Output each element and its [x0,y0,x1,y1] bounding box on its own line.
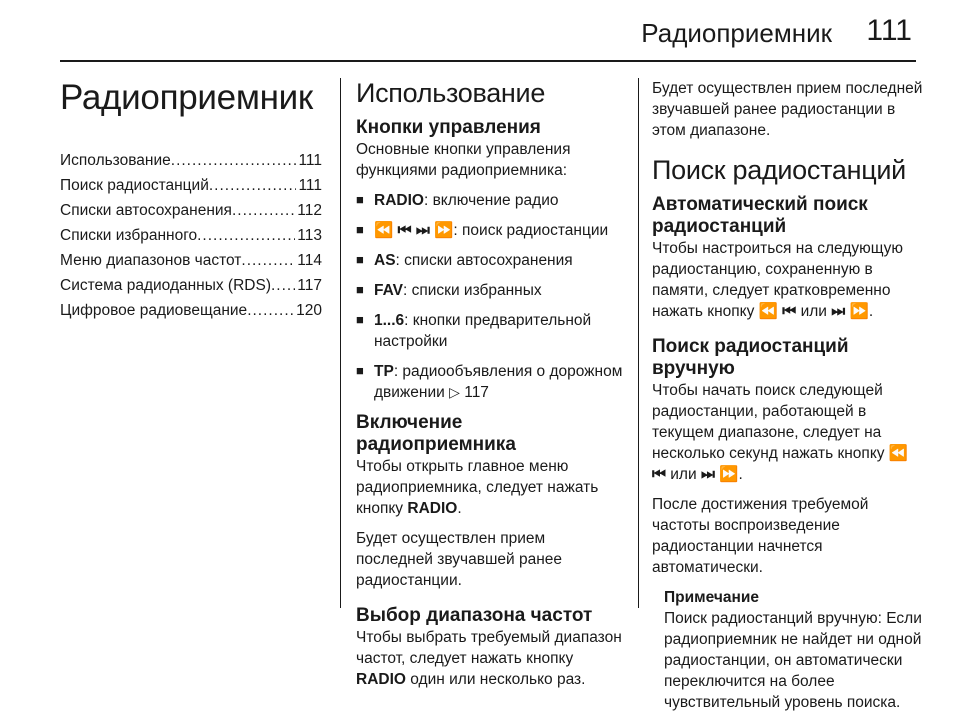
band-text: Чтобы выбрать требуемый диапазон частот, следует нажать кнопку RADIO один или несколько раз. [356,629,622,688]
band-title: Выбор диапазона частот [356,605,593,626]
manual-search-title: Поиск радиостанций вручную [652,336,849,379]
toc-list [60,148,322,323]
toc-entry-page: 111 [298,152,322,169]
seek-forward-icon: ⏭ ⏩ [831,303,869,320]
note-box [652,587,924,713]
tp-key: TP [374,363,394,380]
controls-title: Кнопки управления [356,117,541,138]
page-ref[interactable]: 117 [464,384,489,401]
controls-list [356,190,624,403]
radio-key: RADIO [356,671,406,688]
preset-keys: 1...6 [374,312,405,329]
note-title: Примечание [664,589,759,606]
toc-entry-label: Списки автосохранения [60,202,232,219]
toc-entry-page: 114 [297,252,322,269]
seek-back-icon: ⏪ ⏮ [652,445,909,483]
usage-heading: Использование [356,78,546,108]
toc-entry-label: Списки избранного [60,227,198,244]
page-number: 111 [866,14,912,47]
toc-entry[interactable] [60,173,322,198]
enable-text: Чтобы открыть главное меню радиоприемника, следует нажать кнопку RADIO. [356,458,599,517]
list-item: ■ ⏪ ⏮ ⏭ ⏩: поиск радиостанции [356,220,624,241]
fav-key: FAV [374,282,403,299]
toc-entry[interactable] [60,148,322,173]
continued-text: Будет осуществлен прием последней звучавшей ранее радиостанции в этом диапазоне. [652,80,923,139]
auto-search-text: Чтобы настроиться на следующую радиостанцию, сохраненную в памяти, следует кратковременно нажать кнопку ⏪ ⏮ или ⏭ ⏩. [652,240,904,320]
chapter-toc-column [60,78,322,323]
list-item: ■ FAV: списки избранных [356,280,624,301]
enable-text-2: Будет осуществлен прием последней звучавшей ранее радиостанции. [356,530,563,589]
enable-title: Включение радиоприемника [356,412,516,455]
seek-keys-icon: ⏪ ⏮ ⏭ ⏩ [374,222,454,239]
toc-entry-label: Поиск радиостанций [60,177,209,194]
as-key: AS [374,252,396,269]
toc-entry-label: Система радиоданных (RDS) [60,277,271,294]
list-item: ■ AS: списки автосохранения [356,250,624,271]
toc-entry[interactable] [60,248,322,273]
toc-entry-label: Использование [60,152,171,169]
toc-entry-label: Меню диапазонов частот [60,252,242,269]
seek-forward-icon: ⏭ ⏩ [700,466,739,483]
toc-entry[interactable] [60,198,322,223]
auto-search-title: Автоматический поиск радиостанций [652,194,868,237]
header-rule [60,60,916,62]
controls-intro: Основные кнопки управления функциями радиоприемника: [356,141,571,179]
toc-entry-page: 117 [297,277,322,294]
toc-entry[interactable] [60,223,322,248]
toc-entry-page: 120 [296,302,322,319]
toc-entry-page: 113 [297,227,322,244]
list-item: ■ TP: радиообъявления о дорожном движении ▷ 117 [356,361,624,403]
list-item: ■ RADIO: включение радио [356,190,624,211]
chapter-title: Радиоприемник [60,78,313,117]
toc-entry[interactable] [60,273,322,298]
after-text: После достижения требуемой частоты воспроизведение радиостанции начнется автоматически. [652,496,869,576]
toc-entry[interactable] [60,298,322,323]
toc-entry-label: Цифровое радиовещание [60,302,248,319]
search-column [652,78,924,713]
page-ref-icon: ▷ [449,384,460,400]
note-text: Поиск радиостанций вручную: Если радиоприемник не найдет ни одной радиостанции, он автоматически переключится на более чувствительный уровень поиска. [664,610,922,711]
column-divider-1 [340,78,341,608]
radio-key: RADIO [407,500,458,517]
radio-key: RADIO [374,192,424,209]
usage-column [356,78,624,699]
list-item: ■ 1...6: кнопки предварительной настройки [356,310,624,352]
column-divider-2 [638,78,639,608]
toc-entry-page: 111 [298,177,322,194]
toc-entry-page: 112 [297,202,322,219]
search-heading: Поиск радиостанций [652,155,906,185]
manual-search-text: Чтобы начать поиск следующей радиостанции, работающей в текущем диапазоне, следует на несколько секунд нажать кнопку ⏪ ⏮ или ⏭ ⏩. [652,382,909,483]
running-header-title: Радиоприемник [641,18,832,48]
seek-back-icon: ⏪ ⏮ [758,303,797,320]
